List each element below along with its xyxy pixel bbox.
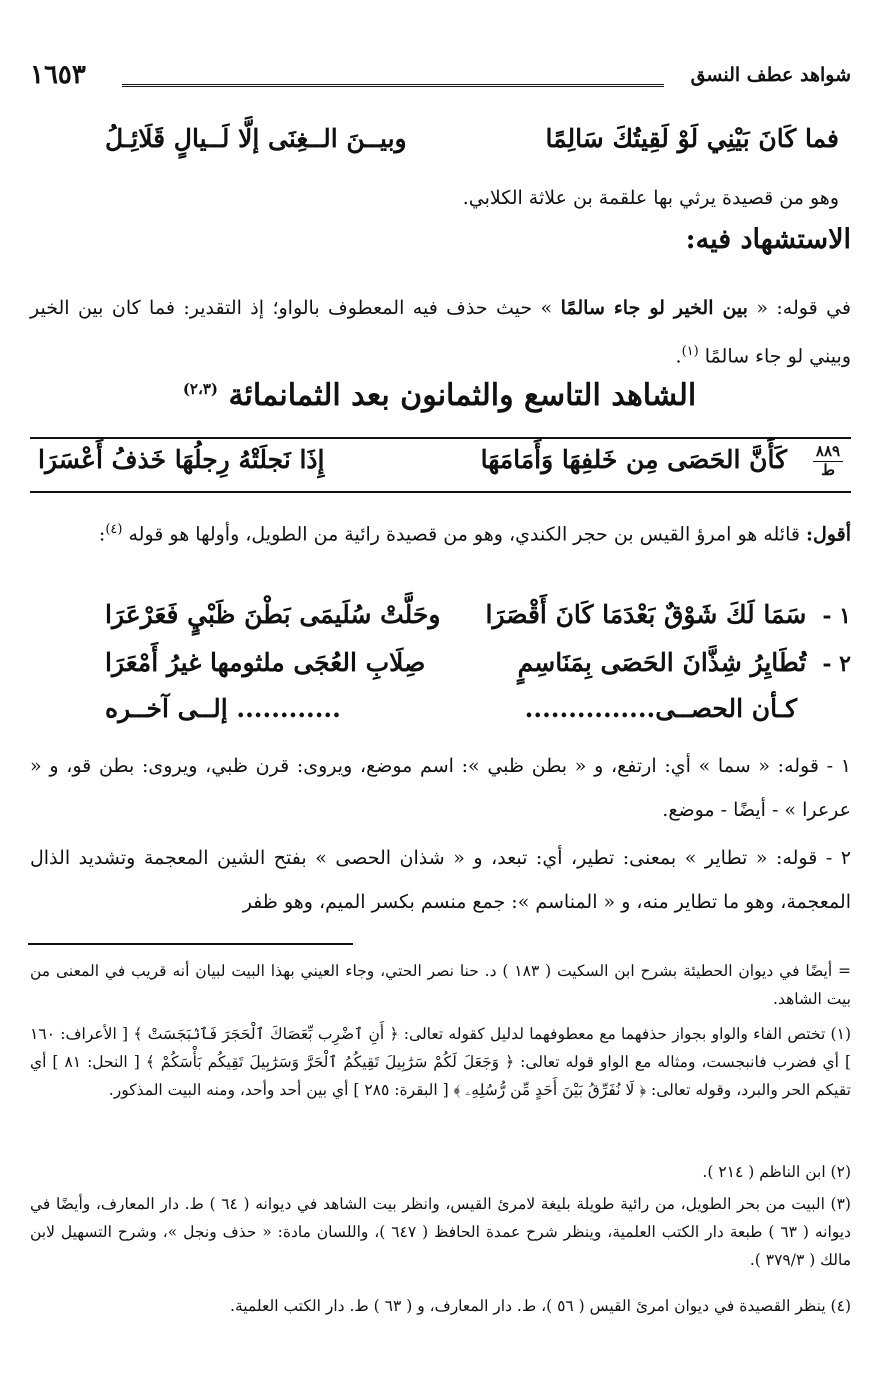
footnote-continuation: = أيضًا في ديوان الحطيئة بشرح ابن السكيت ( ١٨٣ ) د. حنا نصر الحتي، وجاء العيني بهذا البيت لبيان أنه قريب في المعنى من بيت الشاهد. <box>30 962 852 1008</box>
explanation-paragraph: ١ - قوله: « سما » أي: ارتفع، و « بطن ظبي »: اسم موضع، ويروى: قرن ظبي، ويروى: بطن قو، و « عرعرا » - أيضًا - موضع. <box>30 755 851 821</box>
verse-line <box>105 124 839 153</box>
poem-second-hemistich: وحَلَّتْ سُلَيمَى بَطْنَ ظَبْيٍ فَعَرْعَرَا <box>105 600 441 629</box>
footnote-marker: (٢،٣) <box>182 380 218 398</box>
poem-line: ٢ -تُطَايِرُ شِذَّانَ الحَصَى بِمَنَاسِمٍ صِلَابِ العُجَى ملثومها غيرُ أَمْعَرَا <box>105 648 851 677</box>
footnote-marker: (١) <box>681 344 699 359</box>
page-number: ١٦٥٣ <box>30 60 86 90</box>
footnote-4: (٤) ينظر القصيدة في ديوان امرئ القيس ( ٥٦ )، ط. دار المعارف، و ( ٦٣ ) ط. دار الكتب العلمية. <box>230 1297 851 1315</box>
poem-second-hemistich: صِلَابِ العُجَى ملثومها غيرُ أَمْعَرَا <box>105 648 426 677</box>
aqul-paragraph: أقول: قائله هو امرؤ القيس بن حجر الكندي، وهو من قصيدة رائية من الطويل، وأولها هو قوله $^{(٤)}$: <box>98 522 851 546</box>
shahid-title: الشاهد التاسع والثمانون بعد الثمانمائة $^{(٢،٣)}$ <box>182 378 697 413</box>
verse-second-hemistich: وبيــنَ الــغِنَى إلَّا لَــيالٍ قَلَائِـلُ <box>105 124 407 153</box>
shahid-number: ٨٨٩ ط <box>807 443 849 479</box>
footnote-2: (٢) ابن الناظم ( ٢١٤ ). <box>702 1163 851 1181</box>
verse-second-hemistich: إِذَا نَجلَتْهُ رِجلُهَا خَذفُ أَعْسَرَا <box>38 445 325 474</box>
intro-paragraph: وهو من قصيدة يرثي بها علقمة بن علاثة الكلابي. <box>462 187 839 209</box>
poem-second-hemistich: ............ إلــى آخــره <box>105 694 341 723</box>
poem-line <box>105 694 797 723</box>
shahid-verse <box>38 445 787 474</box>
footnote-marker: (٤) <box>105 522 123 537</box>
header-rule <box>122 84 664 90</box>
istishhad-paragraph: في قوله: « بين الخير لو جاء سالمًا » حيث حذف فيه المعطوف بالواو؛ إذ التقدير: فما كان بين الخير وبيني لو جاء سالمًا $^{(١)}$. <box>30 297 852 368</box>
verse-first-hemistich: فما كَانَ بَيْنِي لَوْ لَقِيتُكَ سَالِمًا <box>545 124 839 153</box>
poem-first-hemistich: كـأن الحصــى............... <box>524 694 797 723</box>
footnote-3: (٣) البيت من بحر الطويل، من رائية طويلة بليغة لامرئ القيس، وانظر بيت الشاهد في ديوانه ( ٦٤ ) ط. دار المعارف، وأيضًا في ديوانه ( ٦٣ ) طبعة دار الكتب العلمية، وينظر شرح عمدة الحافظ ( ٦٤٧ )، واللسان مادة: « حذف ونجل »، وشرح التسهيل لابن مالك ( ٣٧٩/٣ ). <box>30 1195 851 1269</box>
quoted-phrase: بين الخير لو جاء سالمًا <box>560 297 748 319</box>
explanation-paragraph: ٢ - قوله: « تطاير » بمعنى: تطير، أي: تبعد، و « شذان الحصى » بفتح الشين المعجمة وتشديد الذال المعجمة، وهو ما تطاير منه، و « المناسم »: جمع منسم بكسر الميم، وهو ظفر <box>30 847 851 913</box>
footnote-1: (١) تختص الفاء والواو بجواز حذفهما مع معطوفهما لدليل كقوله تعالى: ﴿ أَنِ ٱضْرِب بِّعَصَاكَ ٱلْحَجَرَ فَٱنۢبَجَسَتْ ﴾ [ الأعراف: ١٦٠ ] أي فضرب فانبجست، ومثاله مع الواو قوله تعالى: ﴿ وَجَعَلَ لَكُمْ سَرَٰبِيلَ تَقِيكُمُ ٱلْحَرَّ وَسَرَٰبِيلَ تَقِيكُم بَأْسَكُمْ ﴾ [ النحل: ٨١ ] أي تقيكم الحر والبرد، وقوله تعالى: ﴿ لَا نُفَرِّقُ بَيْنَ أَحَدٍ مِّن رُّسُلِهِۦ ﴾ [ البقرة: ٢٨٥ ] أي بين أحد وأحد، ومنه البيت المذكور. <box>30 1025 851 1099</box>
poem-line: ١ -سَمَا لَكَ شَوْقٌ بَعْدَمَا كَانَ أَقْصَرَا وحَلَّتْ سُلَيمَى بَطْنَ ظَبْيٍ فَعَرْعَرَا <box>105 600 851 629</box>
verse-first-hemistich: كَأَنَّ الحَصَى مِن خَلفِهَا وَأَمَامَهَا <box>480 445 787 474</box>
shahid-verse-box <box>30 437 851 493</box>
footnote-separator <box>28 943 353 945</box>
istishhad-heading: الاستشهاد فيه: <box>685 224 851 255</box>
running-header-title: شواهد عطف النسق <box>690 64 851 86</box>
poem-first-hemistich: تُطَايِرُ شِذَّانَ الحَصَى بِمَنَاسِمٍ <box>517 648 807 677</box>
poem-first-hemistich: سَمَا لَكَ شَوْقٌ بَعْدَمَا كَانَ أَقْصَرَا <box>485 600 807 629</box>
